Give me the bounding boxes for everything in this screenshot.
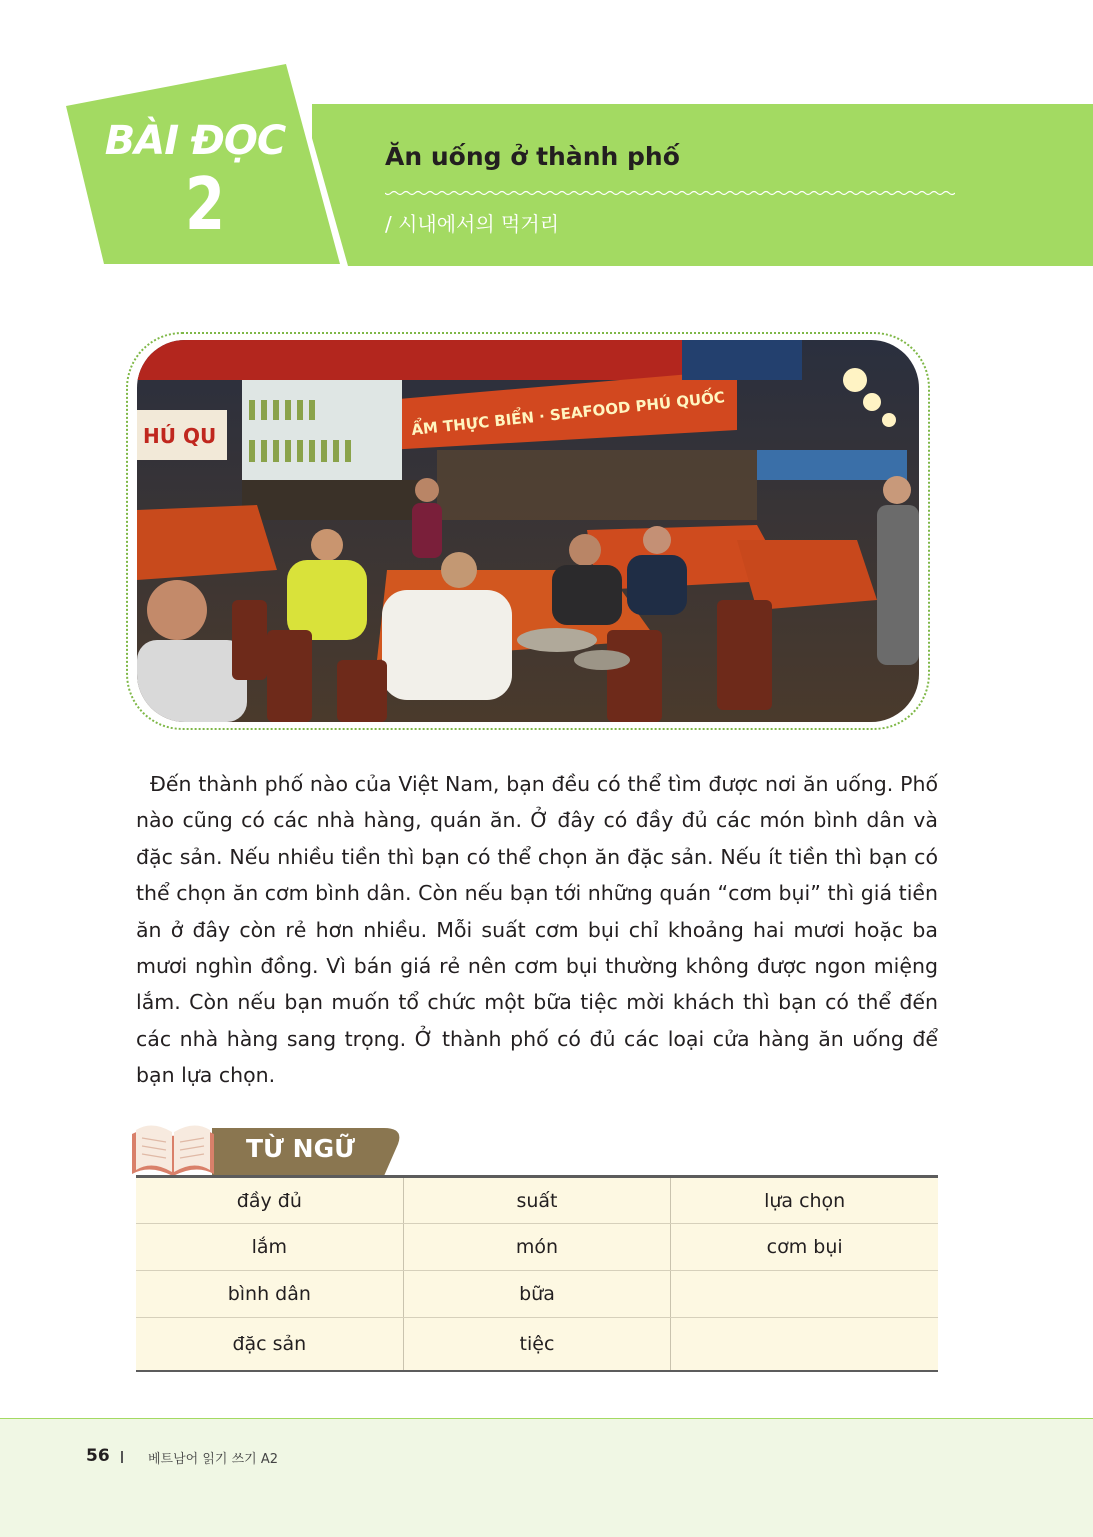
table-row [136,1318,938,1372]
table-row [136,1271,938,1318]
vocab-cell: đầy đủ [136,1177,403,1224]
vocab-cell: tiệc [403,1318,671,1372]
seafood-sign: ẨM THỰC BIỂN · SEAFOOD PHÚ QUỐC [410,388,726,439]
lesson-badge-number: 2 [184,162,226,246]
vocab-cell [671,1318,938,1372]
vocab-cell: món [403,1224,671,1271]
footer-separator [121,1451,123,1463]
book-title: 베트남어 읽기 쓰기 A2 [148,1452,279,1467]
vocab-cell: bình dân [136,1271,403,1318]
left-shop-sign: HÚ QU [143,424,217,448]
vocab-cell: đặc sản [232,1333,307,1355]
vocab-cell: bữa [403,1271,671,1318]
reading-passage: Đến thành phố nào của Việt Nam, bạn đều có thể tìm được nơi ăn uống. Phố nào cũng có các nhà hàng, quán ăn. Ở đây có đầy đủ các món bình dân và đặc sản. Nếu nhiều tiền thì bạn có thể chọn ăn đặc sản. Nếu ít tiền thì bạn có thể chọn ăn cơm bình dân. Còn nếu bạn tới những quán “cơm bụi” thì giá tiền ăn ở đây còn rẻ hơn nhiều. Mỗi suất cơm bụi chỉ khoảng hai mươi hoặc ba mươi nghìn đồng. Vì bán giá rẻ nên cơm bụi thường không được ngon miệng lắm. Còn nếu bạn muốn tổ chức một bữa tiệc mời khách thì bạn có thể đến các nhà hàng sang trọng. Ở thành phố có đủ các loại cửa hàng ăn uống để bạn lựa chọn. [136,772,938,1088]
vocab-table [136,1175,938,1372]
header-banner [312,104,1093,266]
lesson-title: Ăn uống ở thành phố [385,142,680,171]
title-wavy-divider [385,190,955,196]
lesson-subtitle: / 시내에서의 먹거리 [385,212,560,236]
page-footer [0,1418,1093,1537]
table-row [136,1224,938,1271]
vocab-title: TỪ NGỮ [246,1134,355,1163]
table-row [136,1177,938,1224]
vocab-cell: suất [403,1177,671,1224]
lesson-badge-label: BÀI ĐỌC [104,118,286,164]
page-number: 56 [86,1446,110,1466]
vocab-cell: cơm bụi [671,1224,938,1271]
vocab-cell [671,1271,938,1318]
vocab-cell: lắm [136,1224,403,1271]
vocab-cell: lựa chọn [671,1177,938,1224]
restaurant-photo [137,340,919,722]
